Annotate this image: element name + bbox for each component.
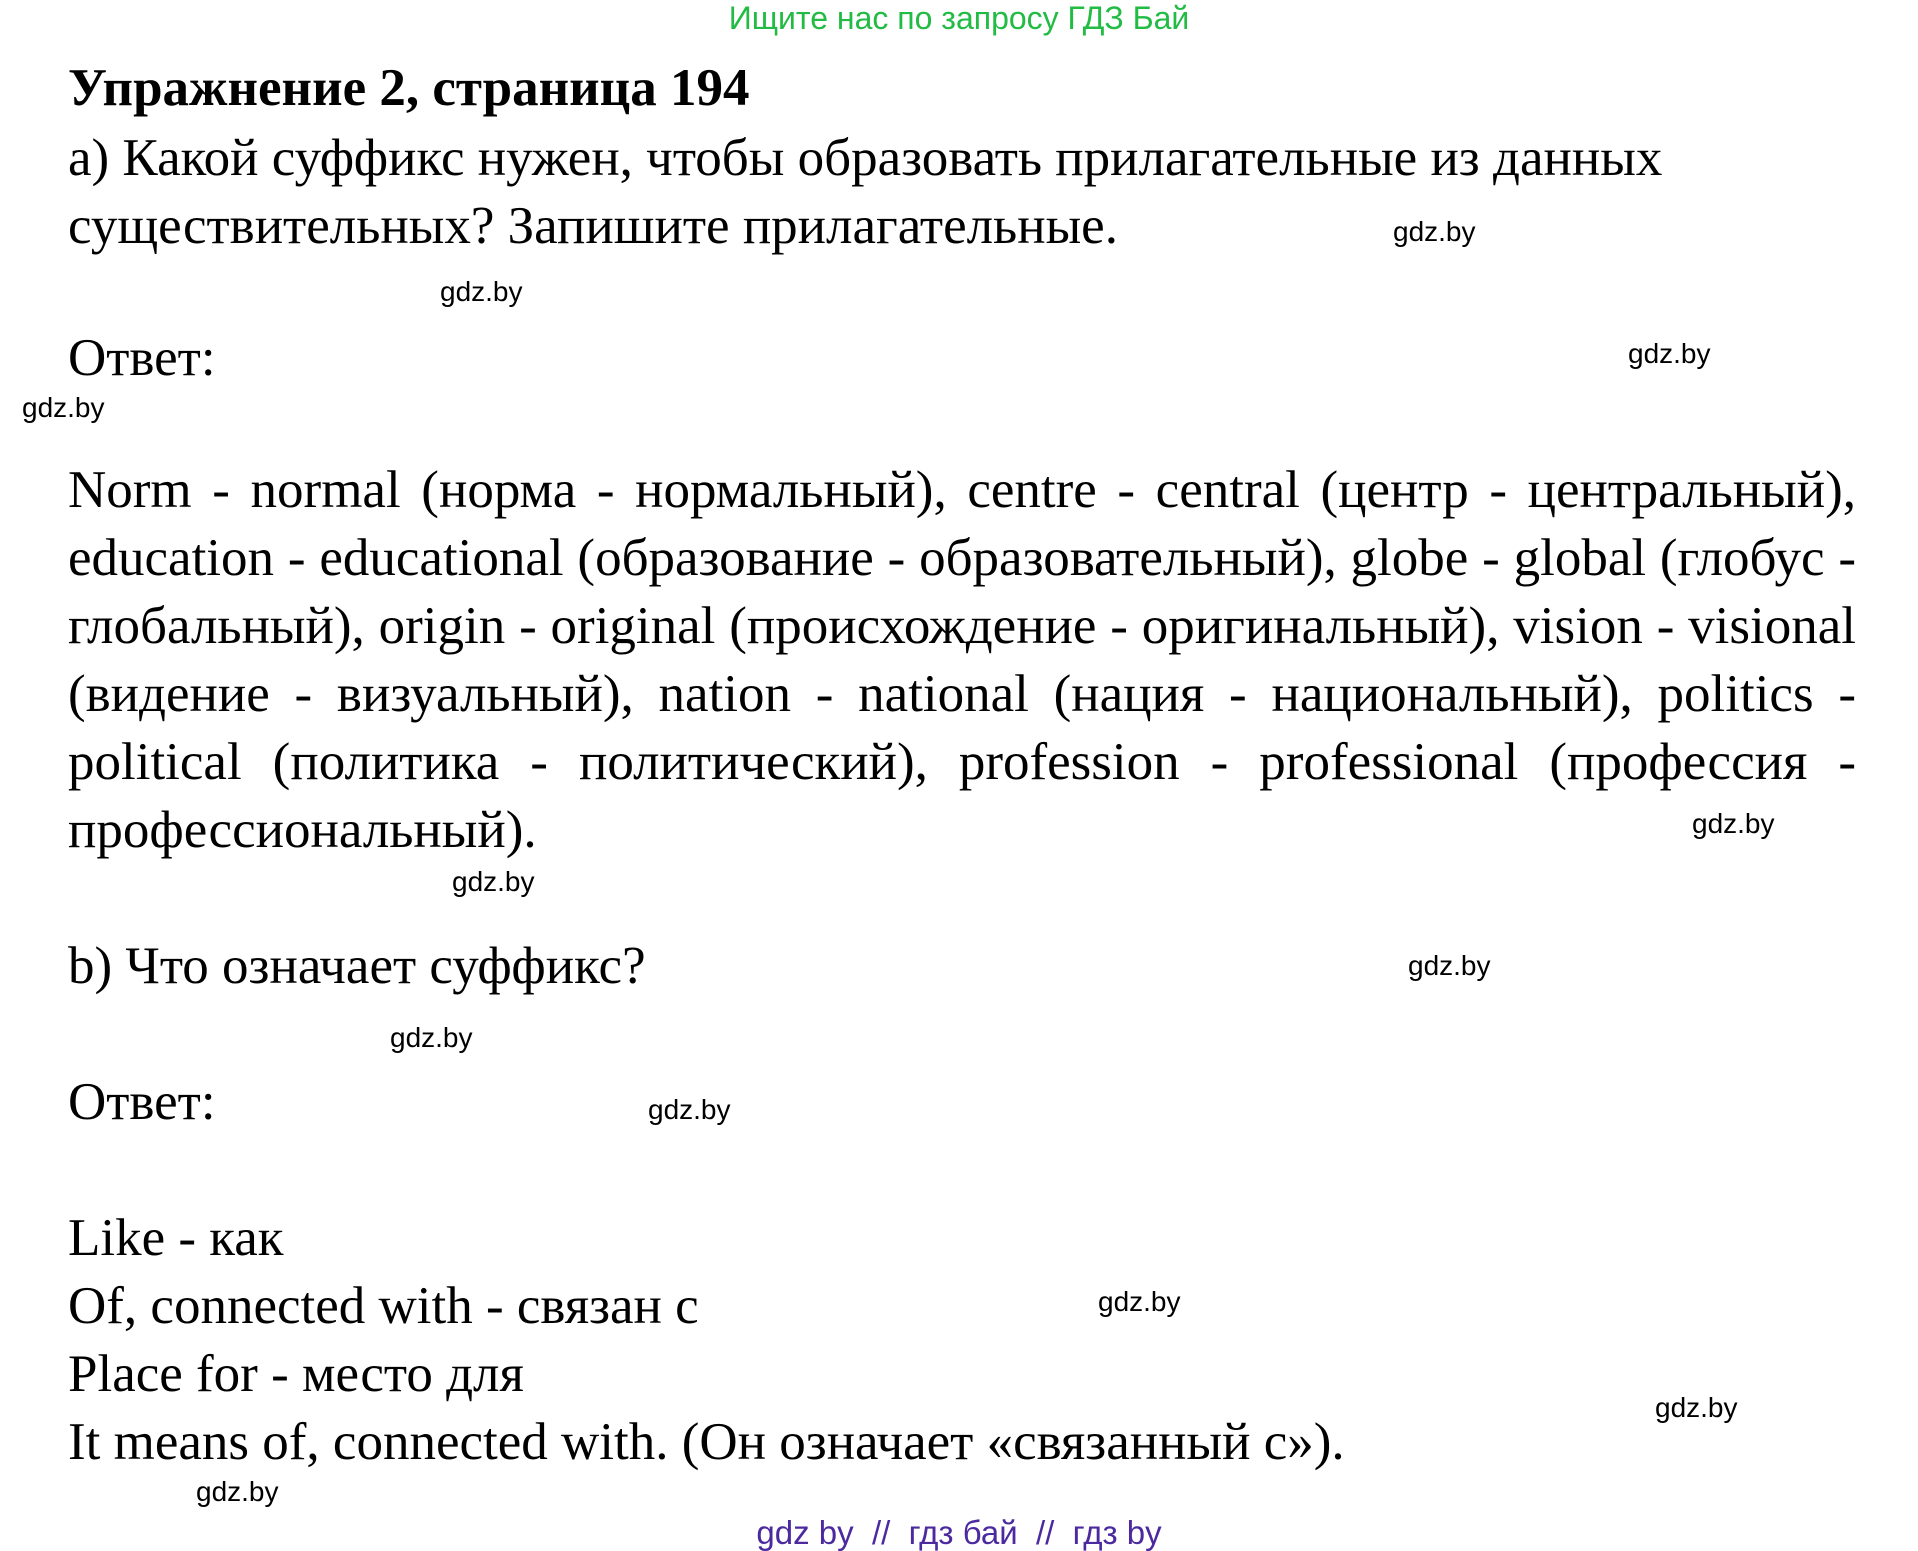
answer-b-line: Of, connected with - связан с xyxy=(68,1277,699,1335)
question-a-line-2: существительных? Запишите прилагательные. xyxy=(68,197,1118,255)
watermark: gdz.by xyxy=(196,1476,279,1507)
answer-a-text: Norm - normal (норма - нормальный), centre - central (центр - центральный), education - educational (образование - образовательный), globe - global (глобус - глобальный), origin - original (происхождение - оригинальный), vision - visional (видение - визуальный), nation - national (нация - национальный), politics - political (политика - политический), profession - professional (профессия - профессиональный). xyxy=(68,461,1856,859)
answer-b-line: Like - как xyxy=(68,1209,284,1267)
answer-b-line: Place for - место для xyxy=(68,1345,524,1403)
footer-links: gdz by // гдз бай // гдз by xyxy=(756,1514,1162,1551)
watermark: gdz.by xyxy=(452,866,535,897)
watermark: gdz.by xyxy=(648,1094,731,1125)
watermark: gdz.by xyxy=(22,392,105,423)
watermark: gdz.by xyxy=(1655,1392,1738,1423)
answer-b-list xyxy=(68,1204,1868,1476)
watermark: gdz.by xyxy=(1098,1286,1181,1317)
exercise-content xyxy=(68,52,1868,1476)
watermark: gdz.by xyxy=(1628,338,1711,369)
answer-a-label: Ответ: xyxy=(68,329,216,387)
question-a-line-1: a) Какой суффикс нужен, чтобы образовать прилагательные из данных xyxy=(68,129,1663,187)
question-b: b) Что означает суффикс? xyxy=(68,937,646,995)
watermark: gdz.by xyxy=(1393,216,1476,247)
watermark: gdz.by xyxy=(390,1022,473,1053)
watermark: gdz.by xyxy=(1408,950,1491,981)
exercise-title: Упражнение 2, страница 194 xyxy=(68,59,750,117)
answer-b-line: It means of, connected with. (Он означает «связанный с»). xyxy=(68,1413,1345,1471)
answer-b-label: Ответ: xyxy=(68,1073,216,1131)
watermark: gdz.by xyxy=(440,276,523,307)
watermark: gdz.by xyxy=(1692,808,1775,839)
top-banner: Ищите нас по запросу ГДЗ Бай xyxy=(728,0,1190,36)
